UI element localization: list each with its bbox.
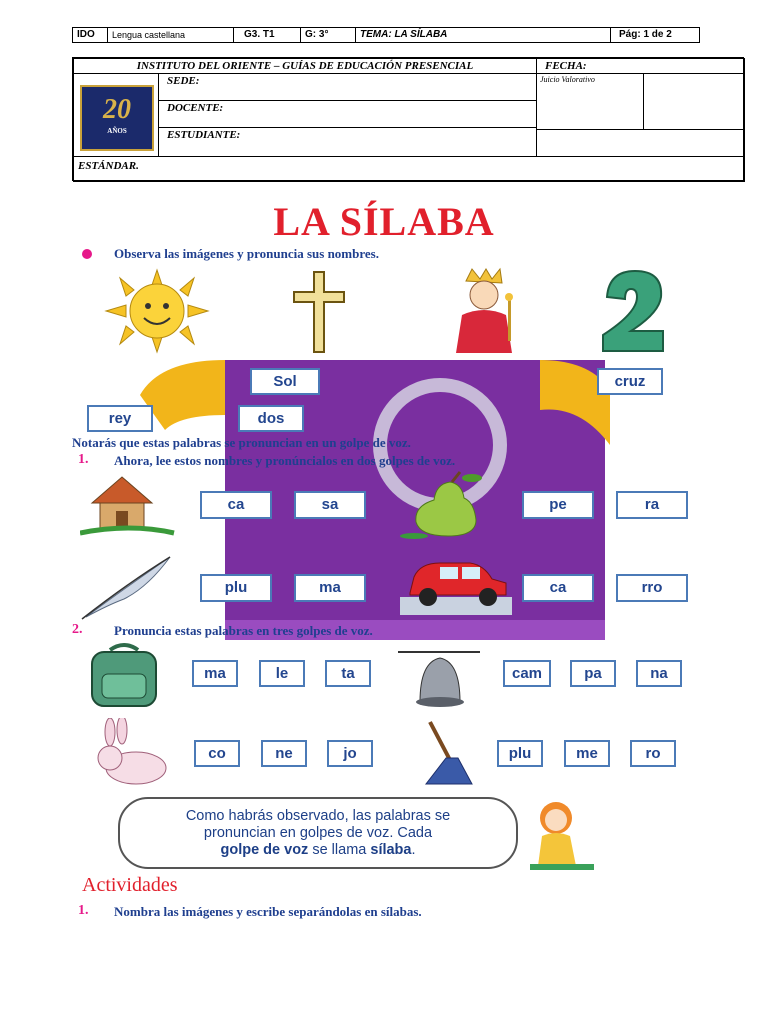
- syllable-na: na: [636, 660, 682, 687]
- rabbit-icon: [86, 718, 172, 786]
- feather-duster-icon: [420, 718, 476, 786]
- grade-box: [643, 73, 745, 130]
- logo-text: AÑOS: [107, 127, 127, 135]
- syllable-pa: pa: [570, 660, 616, 687]
- word-box-dos: dos: [238, 405, 304, 432]
- bubble-line-2: pronuncian en golpes de voz. Cada: [203, 825, 433, 841]
- backpack-icon: [86, 640, 162, 708]
- syllable-co: co: [194, 740, 240, 767]
- syllable-ma-2: ma: [192, 660, 238, 687]
- activity1-text: Nombra las imágenes y escribe separándolas en sílabas.: [114, 904, 422, 919]
- word-box-cruz: cruz: [597, 368, 663, 395]
- subject-cell: Lengua castellana: [108, 28, 234, 42]
- estudiante-label: ESTUDIANTE:: [158, 127, 537, 157]
- activity1-number-text: 1.: [78, 903, 89, 918]
- bubble-end: .: [411, 842, 416, 858]
- syllable-cam: cam: [503, 660, 551, 687]
- anniversary-logo: [80, 85, 154, 151]
- word-box-rey: rey: [87, 405, 153, 432]
- bubble-line-3: [120, 842, 516, 859]
- step2-number-text: 2.: [72, 622, 83, 637]
- step2-number: [72, 622, 83, 638]
- syllable-sa: sa: [294, 491, 366, 519]
- syllable-ca: ca: [200, 491, 272, 519]
- sun-icon: [104, 268, 210, 354]
- bubble-line-1: Como habrás observado, las palabras se: [185, 808, 451, 824]
- syllable-ca-2: ca: [522, 574, 594, 602]
- bubble-bold-1: golpe de voz: [220, 842, 309, 858]
- syllable-ra: ra: [616, 491, 688, 519]
- bubble-bold-2: sílaba: [370, 842, 412, 858]
- pear-icon: [400, 470, 496, 540]
- ido-cell: IDO: [73, 28, 108, 42]
- fecha-label: FECHA:: [536, 58, 745, 74]
- activities-heading: Actividades: [82, 874, 178, 896]
- number-two-icon: [597, 267, 669, 355]
- syllable-pe: pe: [522, 491, 594, 519]
- juicio-label: Juicio Valorativo: [536, 73, 644, 130]
- estandar-label: ESTÁNDAR.: [73, 156, 745, 182]
- feather-icon: [78, 553, 174, 621]
- explanation-bubble: [118, 797, 518, 869]
- topic-cell: TEMA: LA SÍLABA: [356, 28, 611, 42]
- logo-cell: [73, 73, 159, 157]
- docente-label: DOCENTE:: [158, 100, 537, 128]
- page-cell: Pág: 1 de 2: [619, 29, 672, 40]
- syllable-ma: ma: [294, 574, 366, 602]
- bullet-icon: [82, 249, 92, 259]
- step1-number: [78, 452, 89, 468]
- header-strip: [72, 27, 700, 43]
- step1-number-text: 1.: [78, 452, 89, 467]
- page-title: LA SÍLABA: [273, 199, 495, 244]
- house-icon: [80, 471, 175, 541]
- syllable-rro: rro: [616, 574, 688, 602]
- car-icon: [400, 553, 516, 617]
- step1-text: Ahora, lee estos nombres y pronúncialos en dos golpes de voz.: [114, 453, 456, 468]
- bell-icon: [396, 640, 482, 708]
- group-cell: G3. T1: [234, 28, 301, 42]
- girl-icon: [520, 796, 600, 872]
- logo-number: 20: [103, 94, 131, 125]
- syllable-ta: ta: [325, 660, 371, 687]
- sede-label: SEDE:: [158, 73, 537, 101]
- syllable-ro: ro: [630, 740, 676, 767]
- king-icon: [442, 267, 524, 355]
- activity1-number: [78, 903, 89, 919]
- syllable-ne: ne: [261, 740, 307, 767]
- syllable-plu-2: plu: [497, 740, 543, 767]
- syllable-plu: plu: [200, 574, 272, 602]
- grade-cell: G: 3°: [301, 28, 356, 42]
- intro-instruction: Observa las imágenes y pronuncia sus nombres.: [114, 246, 379, 261]
- bubble-mid: se llama: [308, 842, 371, 858]
- word-box-sol: Sol: [250, 368, 320, 395]
- header-table: [72, 57, 744, 181]
- step2-text: Pronuncia estas palabras en tres golpes de voz.: [114, 623, 373, 638]
- institute-name: INSTITUTO DEL ORIENTE – GUÍAS DE EDUCACIÓN PRESENCIAL: [73, 58, 537, 74]
- syllable-le: le: [259, 660, 305, 687]
- syllable-me: me: [564, 740, 610, 767]
- note-one-beat: Notarás que estas palabras se pronuncian en un golpe de voz.: [72, 435, 411, 450]
- syllable-jo: jo: [327, 740, 373, 767]
- cross-icon: [292, 270, 346, 354]
- empty-cell: [536, 129, 745, 157]
